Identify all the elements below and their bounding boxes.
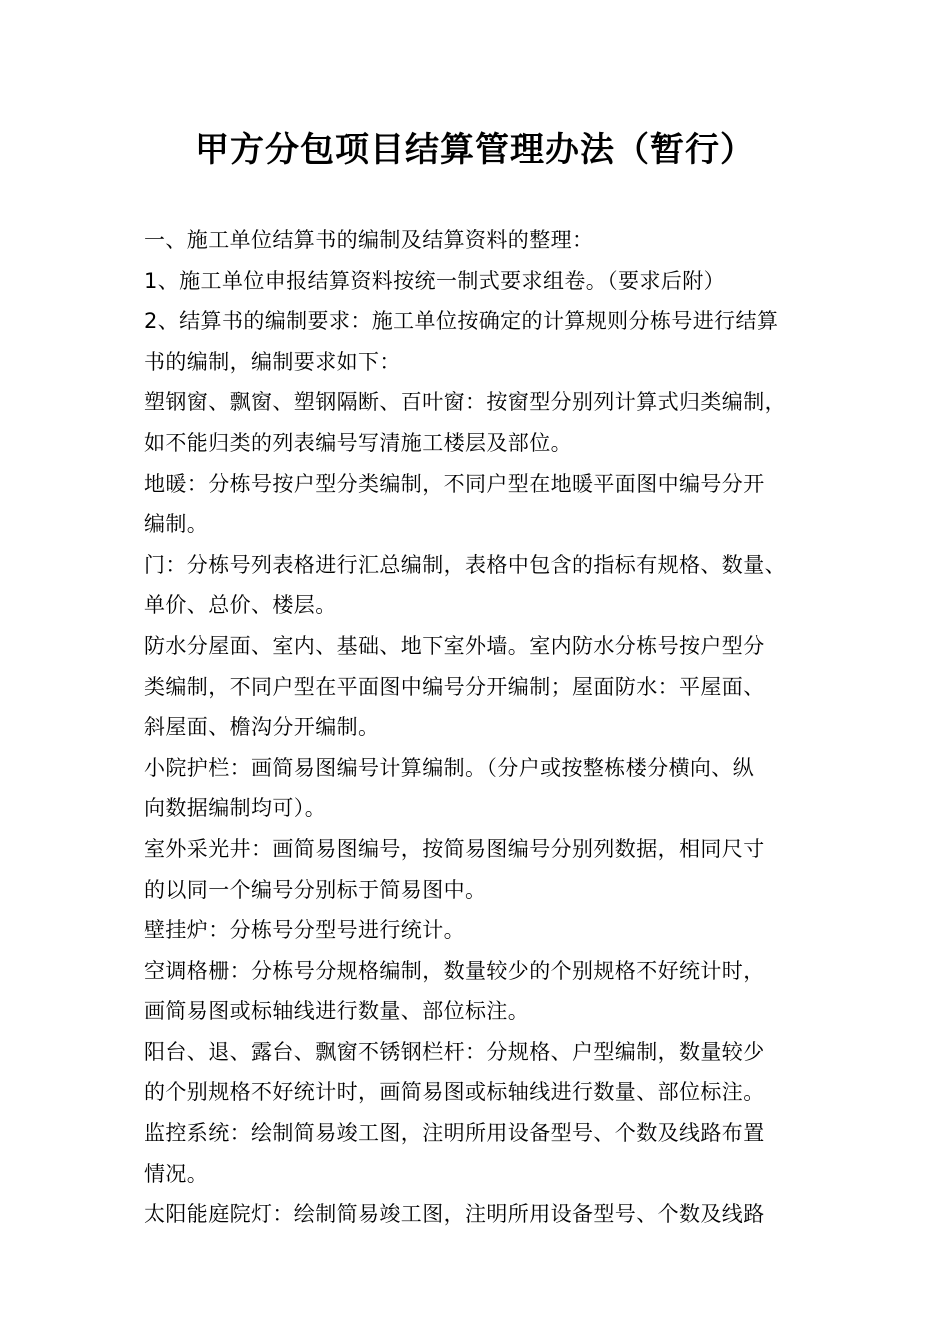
- text-line: 的个别规格不好统计时，画简易图或标轴线进行数量、部位标注。: [144, 1080, 765, 1105]
- text-line: 门：分栋号列表格进行汇总编制，表格中包含的指标有规格、数量、: [144, 552, 786, 577]
- text-line: 如不能归类的列表编号写清施工楼层及部位。: [144, 430, 572, 455]
- text-line: 1、施工单位申报结算资料按统一制式要求组卷。（要求后附）: [144, 268, 726, 293]
- text-line: 编制。: [144, 512, 209, 537]
- document-title: 甲方分包项目结算管理办法（暂行）: [195, 130, 755, 170]
- text-line: 向数据编制均可）。: [144, 796, 327, 821]
- text-line: 阳台、退、露台、飘窗不锈钢栏杆：分规格、户型编制，数量较少: [144, 1039, 765, 1064]
- text-line: 太阳能庭院灯：绘制简易竣工图，注明所用设备型号、个数及线路: [144, 1202, 765, 1227]
- text-line: 书的编制，编制要求如下：: [144, 349, 401, 374]
- text-line: 情况。: [144, 1161, 209, 1186]
- text-line: 空调格栅：分栋号分规格编制，数量较少的个别规格不好统计时，: [144, 958, 765, 983]
- text-line: 小院护栏：画简易图编号计算编制。（分户或按整栋楼分横向、纵: [144, 755, 755, 780]
- text-line: 类编制，不同户型在平面图中编号分开编制；屋面防水：平屋面、: [144, 674, 765, 699]
- text-line: 地暖：分栋号按户型分类编制，不同户型在地暖平面图中编号分开: [144, 471, 765, 496]
- text-line: 2、结算书的编制要求：施工单位按确定的计算规则分栋号进行结算: [144, 309, 779, 334]
- text-line: 一、施工单位结算书的编制及结算资料的整理：: [144, 228, 594, 252]
- text-line: 监控系统：绘制简易竣工图，注明所用设备型号、个数及线路布置: [144, 1121, 765, 1146]
- document-body: [144, 220, 844, 1235]
- text-line: 画简易图或标轴线进行数量、部位标注。: [144, 999, 530, 1024]
- text-line: 的以同一个编号分别标于简易图中。: [144, 877, 487, 902]
- text-line: 室外采光井：画简易图编号，按简易图编号分别列数据，相同尺寸: [144, 836, 765, 861]
- text-line: 防水分屋面、室内、基础、地下室外墙。室内防水分栋号按户型分: [144, 633, 765, 658]
- text-line: 塑钢窗、飘窗、塑钢隔断、百叶窗：按窗型分别列计算式归类编制，: [144, 390, 786, 415]
- text-line: 单价、总价、楼层。: [144, 593, 337, 618]
- text-line: 斜屋面、檐沟分开编制。: [144, 715, 380, 740]
- text-line: 壁挂炉：分栋号分型号进行统计。: [144, 918, 465, 943]
